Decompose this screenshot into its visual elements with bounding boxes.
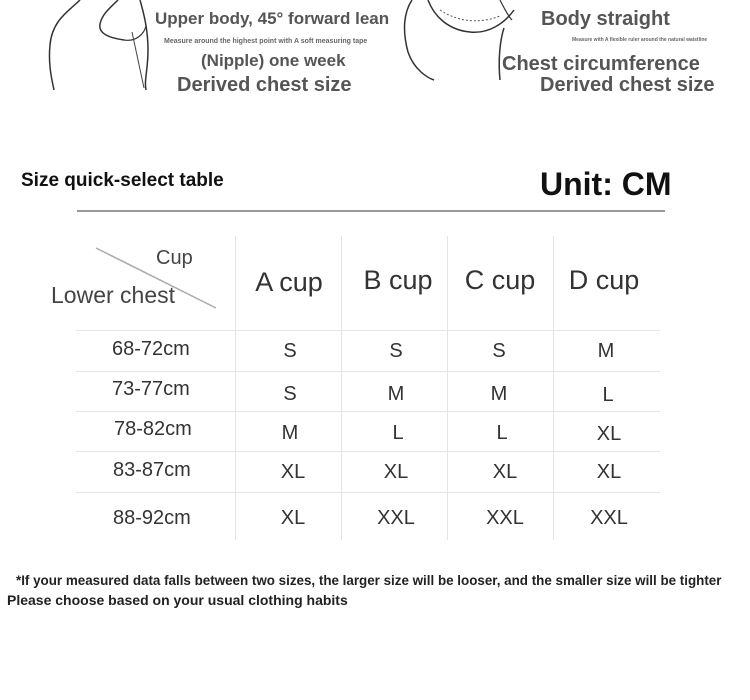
size-cell: XL [280,461,306,483]
left-tip: Measure around the highest point with A soft measuring tape [164,38,368,45]
right-result: Derived chest size [540,74,715,96]
size-cell: XXL [486,507,524,529]
size-note: *If your measured data falls between two sizes, the larger size will be looser, and the smaller size will be tighter [16,573,722,588]
size-cell: XL [280,507,306,529]
size-cell: L [602,384,614,406]
row-range: 88-92cm [113,507,191,529]
size-cell: S [492,340,506,362]
size-cell: XL [492,461,518,483]
size-cell: M [387,383,405,405]
title-divider [77,210,665,212]
row-range: 68-72cm [112,338,190,360]
right-detail: Chest circumference [502,53,700,75]
size-cell: L [392,422,404,444]
column-header-d: D cup [568,265,640,295]
size-cell: XL [383,461,409,483]
size-cell: S [283,383,297,405]
left-result: Derived chest size [177,74,352,96]
row-range: 73-77cm [112,378,190,400]
corner-cup-label: Cup [156,247,193,269]
corner-lower-chest-label: Lower chest [51,282,176,308]
unit-label: Unit: CM [540,166,672,202]
row-divider [76,411,660,412]
size-cell: S [283,340,297,362]
right-heading: Body straight [541,8,670,30]
row-divider [76,371,660,372]
right-tip: Measure with A flexible ruler around the natural waistline [572,37,708,43]
size-advice: Please choose based on your usual clothing habits [7,592,348,608]
row-range: 78-82cm [114,418,192,440]
row-divider [76,330,660,331]
size-cell: M [490,383,508,405]
column-header-c: C cup [464,265,536,295]
size-cell: M [281,422,299,444]
torso-lean-illustration [40,0,160,95]
size-cell: L [496,422,508,444]
table-title: Size quick-select table [21,170,224,191]
column-header-a: A cup [255,267,323,297]
size-cell: XL [596,423,622,445]
row-divider [76,492,660,493]
size-cell: XL [596,461,622,483]
row-divider [76,451,660,452]
size-cell: XXL [590,507,628,529]
column-header-b: B cup [363,265,433,295]
size-cell: XXL [377,507,415,529]
left-detail: (Nipple) one week [201,51,346,70]
size-cell: M [597,340,615,362]
size-cell: S [389,340,403,362]
left-heading: Upper body, 45° forward lean [155,9,390,28]
row-range: 83-87cm [113,459,191,481]
